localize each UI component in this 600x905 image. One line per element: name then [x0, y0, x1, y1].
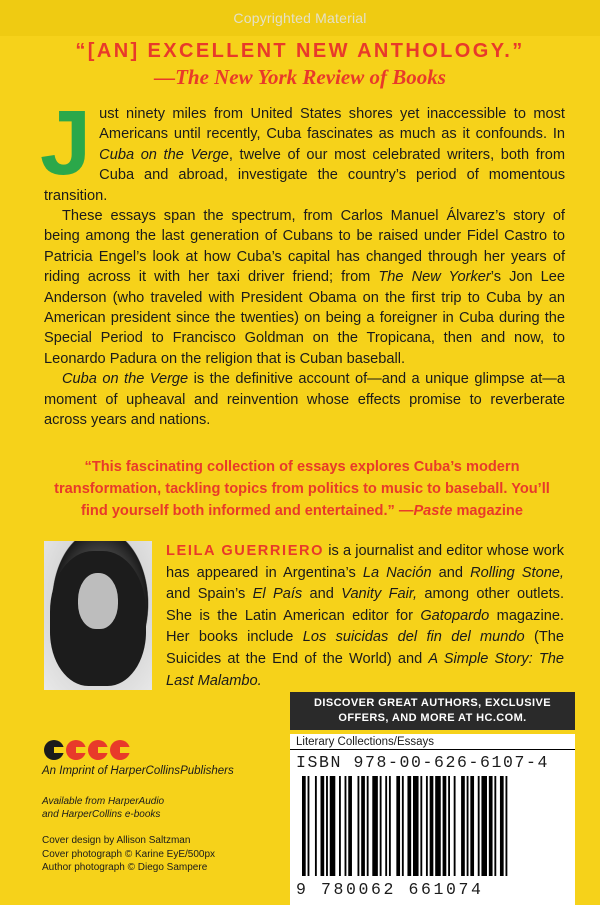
category-label: Literary Collections/Essays	[290, 734, 575, 750]
author-photo	[44, 541, 152, 690]
availability-line: and HarperCollins e-books	[42, 809, 161, 820]
imprint-suffix: Publishers	[180, 765, 234, 777]
text-run: and Spain’s	[166, 586, 253, 603]
publication: Gatopardo	[420, 607, 490, 624]
barcode-icon	[302, 776, 564, 876]
description-paragraph-2	[44, 206, 565, 369]
text-run: and	[302, 586, 342, 603]
pull-quote-source-suffix: magazine	[452, 503, 523, 519]
availability	[42, 795, 164, 821]
barcode-digits: 9 780062 661074	[296, 880, 484, 899]
magazine-title: The New Yorker	[378, 269, 491, 286]
logo-text	[44, 737, 46, 738]
cover-design-credit: Cover design by Allison Saltzman	[42, 835, 191, 846]
drop-cap: J	[40, 92, 92, 194]
ecco-logo	[44, 740, 130, 760]
author-bio	[166, 541, 564, 692]
book-description	[40, 92, 565, 431]
cover-photo-credit: Cover photograph © Karine EyE/500px	[42, 848, 216, 860]
publication: Vanity Fair,	[341, 586, 418, 603]
availability-line: Available from HarperAudio	[42, 796, 165, 807]
imprint-line	[42, 765, 234, 777]
book-title: Cuba on the Verge	[62, 371, 189, 388]
header-quote-text: “[AN] EXCELLENT NEW ANTHOLOGY.”	[75, 40, 525, 62]
book-title: Cuba on the Verge	[99, 146, 229, 163]
publication: El País	[252, 586, 303, 603]
text-run: is the definitive account of—and a unique glimpse at—a moment of upheaval and reinvention whose effects promise to reverberate across years and nations.	[44, 371, 565, 429]
header-quote	[0, 40, 600, 90]
author-photo-credit: Author photograph © Diego Sampere	[42, 862, 208, 873]
text-run: magazine. Her books include	[166, 607, 564, 646]
text-run: is a journalist and editor whose work has appeared in Argentina’s	[166, 543, 564, 581]
text-run: , twelve of our most celebrated writers, both from Cuba and abroad, investigate the country’s period of momentous transition.	[44, 146, 565, 204]
text-run: (The Suicides at the End of the World) and	[166, 629, 565, 667]
pull-quote-source: Paste	[413, 503, 453, 519]
text-run: These essays span the spectrum, from Carlos Manuel Álvarez’s story of being among the last generation of Cubans to be raised under Fidel Castro to Patricia Engel’s look at how Cuba’s capital has changed through her years of riding across it with her taxi driver friend; from	[44, 208, 565, 286]
logo-letter-icon	[66, 740, 86, 760]
author-face	[78, 573, 118, 629]
publication: Rolling Stone,	[470, 564, 564, 581]
text-run: ust ninety miles from United States shores yet inaccessible to most Americans until recently, Cuba fascinates as much as it confounds. In	[99, 106, 565, 143]
text-run: ’s Jon Lee Anderson (who traveled with President Obama on the first trip to Cuba by an American president since the twenties) on being a foreigner in Cuba during the Special Period to Francisco Goldman on the Tropicana, then and now, to Leonardo Padura on the religion that is Cuban baseball.	[44, 269, 565, 367]
book-title: Los suicidas del fin del mundo	[302, 629, 525, 646]
pull-quote-text: “This fascinating collection of essays explores Cuba’s modern transformation, tackling topics from politics to music to baseball. You’ll find yourself both informed and entertained.” —	[54, 459, 550, 519]
description-paragraph-3	[44, 369, 565, 430]
book-title: A Simple Story: The Last Malambo.	[166, 650, 564, 689]
barcode-panel	[290, 734, 575, 905]
imprint-text: An Imprint of HarperCollins	[42, 765, 181, 777]
logo-letter-icon	[110, 740, 130, 760]
isbn-text: ISBN 978-00-626-6107-4	[296, 753, 550, 772]
header-quote-source: —The New York Review of Books	[154, 65, 446, 89]
logo-letter-icon	[44, 740, 64, 760]
promo-box: DISCOVER GREAT AUTHORS, EXCLUSIVE OFFERS, AND MORE AT HC.COM.	[290, 692, 575, 730]
author-name: LEILA GUERRIERO	[166, 543, 325, 559]
description-paragraph-1	[40, 92, 565, 206]
pull-quote	[52, 456, 552, 522]
text-run: among other outlets. She is the Latin American editor for	[166, 586, 565, 624]
publication: La Nación	[362, 564, 432, 581]
watermark: Copyrighted Material	[233, 10, 367, 26]
credits	[42, 834, 215, 875]
text-run: and	[431, 564, 471, 581]
logo-letter-icon	[88, 740, 108, 760]
